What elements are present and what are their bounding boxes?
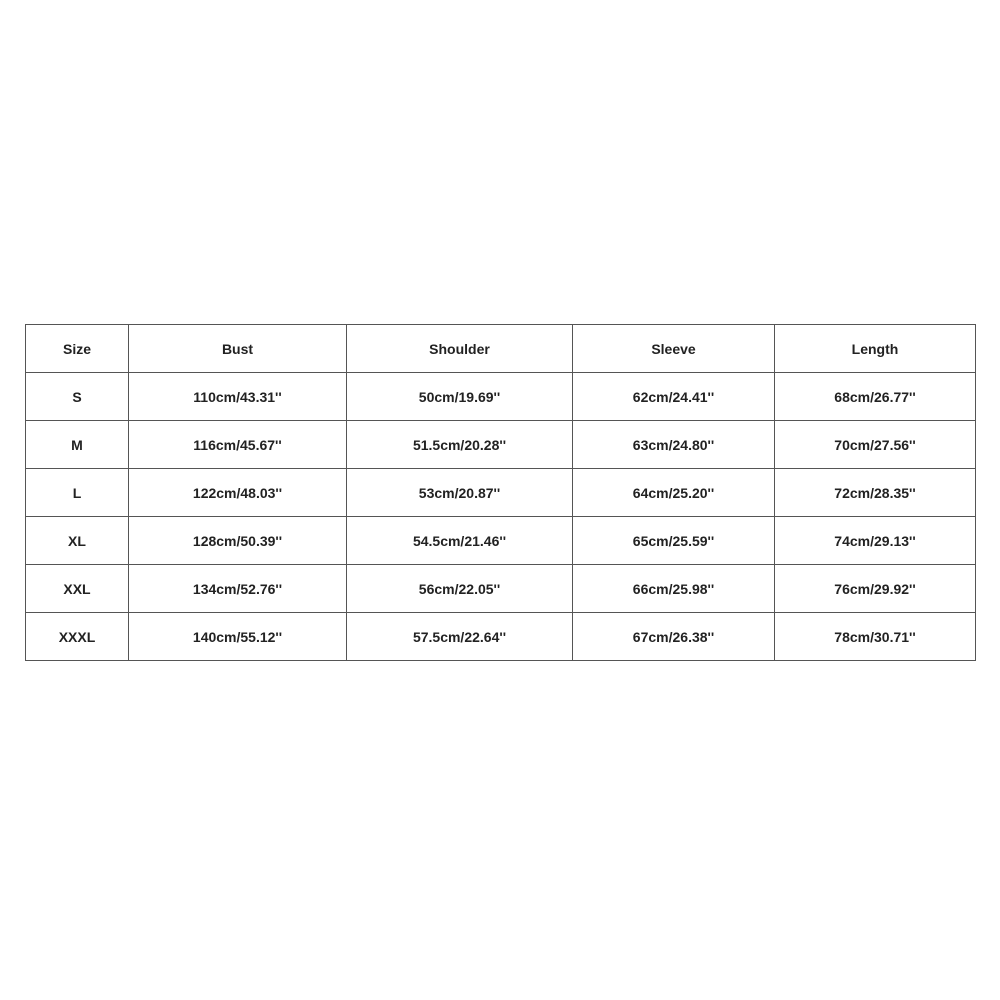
bust-cell: 122cm/48.03'' bbox=[129, 469, 347, 517]
size-cell: XL bbox=[26, 517, 129, 565]
table-row bbox=[26, 373, 976, 421]
sleeve-cell: 66cm/25.98'' bbox=[573, 565, 775, 613]
shoulder-cell: 51.5cm/20.28'' bbox=[347, 421, 573, 469]
size-cell: L bbox=[26, 469, 129, 517]
column-header-shoulder: Shoulder bbox=[347, 325, 573, 373]
size-cell: S bbox=[26, 373, 129, 421]
bust-cell: 128cm/50.39'' bbox=[129, 517, 347, 565]
column-header-size: Size bbox=[26, 325, 129, 373]
shoulder-cell: 57.5cm/22.64'' bbox=[347, 613, 573, 661]
size-cell: XXL bbox=[26, 565, 129, 613]
sleeve-cell: 65cm/25.59'' bbox=[573, 517, 775, 565]
length-cell: 76cm/29.92'' bbox=[775, 565, 976, 613]
shoulder-cell: 54.5cm/21.46'' bbox=[347, 517, 573, 565]
length-cell: 68cm/26.77'' bbox=[775, 373, 976, 421]
table-row bbox=[26, 421, 976, 469]
bust-cell: 140cm/55.12'' bbox=[129, 613, 347, 661]
bust-cell: 110cm/43.31'' bbox=[129, 373, 347, 421]
length-cell: 74cm/29.13'' bbox=[775, 517, 976, 565]
column-header-bust: Bust bbox=[129, 325, 347, 373]
shoulder-cell: 53cm/20.87'' bbox=[347, 469, 573, 517]
table-header-row bbox=[26, 325, 976, 373]
sleeve-cell: 64cm/25.20'' bbox=[573, 469, 775, 517]
sleeve-cell: 62cm/24.41'' bbox=[573, 373, 775, 421]
column-header-sleeve: Sleeve bbox=[573, 325, 775, 373]
sleeve-cell: 63cm/24.80'' bbox=[573, 421, 775, 469]
bust-cell: 134cm/52.76'' bbox=[129, 565, 347, 613]
table-row bbox=[26, 517, 976, 565]
length-cell: 72cm/28.35'' bbox=[775, 469, 976, 517]
sleeve-cell: 67cm/26.38'' bbox=[573, 613, 775, 661]
shoulder-cell: 50cm/19.69'' bbox=[347, 373, 573, 421]
column-header-length: Length bbox=[775, 325, 976, 373]
size-cell: M bbox=[26, 421, 129, 469]
length-cell: 78cm/30.71'' bbox=[775, 613, 976, 661]
table-row bbox=[26, 565, 976, 613]
size-cell: XXXL bbox=[26, 613, 129, 661]
table-row bbox=[26, 613, 976, 661]
table-row bbox=[26, 469, 976, 517]
bust-cell: 116cm/45.67'' bbox=[129, 421, 347, 469]
size-chart-table bbox=[25, 324, 976, 661]
shoulder-cell: 56cm/22.05'' bbox=[347, 565, 573, 613]
length-cell: 70cm/27.56'' bbox=[775, 421, 976, 469]
